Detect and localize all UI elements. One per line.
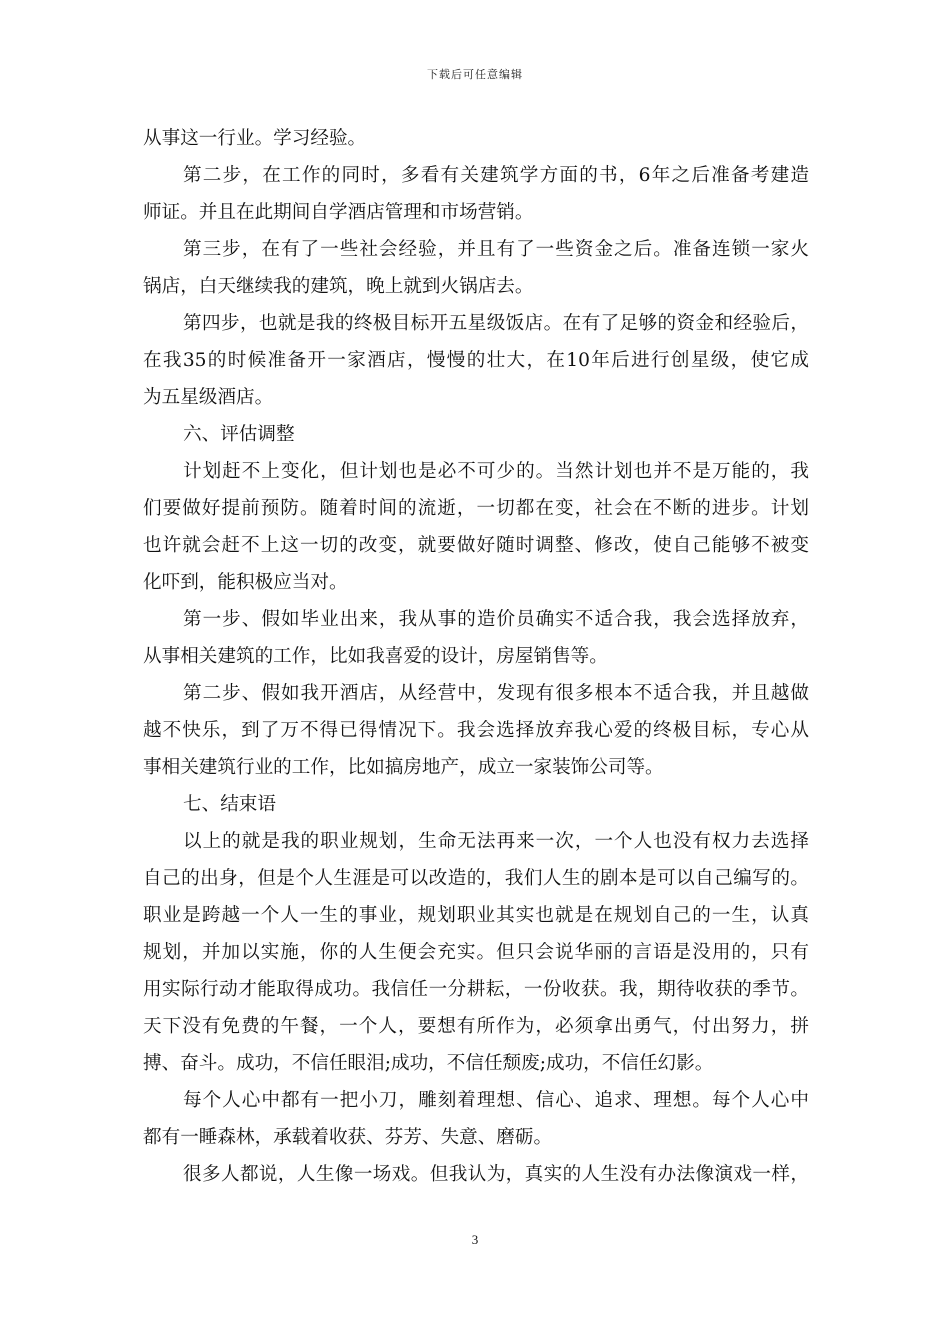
text-line: 从事这一行业。学习经验。: [143, 128, 367, 149]
text-line: 计划赶不上变化，但计划也是必不可少的。当然计划也并不是万能的，我: [183, 461, 809, 482]
text-line: 事相关建筑行业的工作，比如搞房地产，成立一家装饰公司等。: [143, 757, 664, 778]
text-line: 越不快乐，到了万不得已得情况下。我会选择放弃我心爱的终极目标，专心从: [143, 720, 809, 741]
text-line: 第二步，在工作的同时，多看有关建筑学方面的书，6年之后准备考建造: [183, 165, 809, 186]
text-line: 自己的出身，但是个人生涯是可以改造的，我们人生的剧本是可以自己编写的。: [143, 868, 809, 889]
text-line: 天下没有免费的午餐，一个人，要想有所作为，必须拿出勇气，付出努力，拼: [143, 1016, 809, 1037]
document-body: [143, 120, 809, 1193]
text-line: 六、评估调整: [183, 424, 295, 445]
text-line: 每个人心中都有一把小刀，雕刻着理想、信心、追求、理想。每个人心中: [183, 1090, 809, 1111]
text-line: 也许就会赶不上这一切的改变，就要做好随时调整、修改，使自己能够不被变: [143, 535, 809, 556]
text-line: 从事相关建筑的工作，比如我喜爱的设计，房屋销售等。: [143, 646, 608, 667]
text-line: 很多人都说，人生像一场戏。但我认为，真实的人生没有办法像演戏一样，: [183, 1164, 809, 1185]
text-line: 第四步，也就是我的终极目标开五星级饭店。在有了足够的资金和经验后，: [183, 313, 809, 334]
text-line: 规划，并加以实施，你的人生便会充实。但只会说华丽的言语是没用的，只有: [143, 942, 809, 963]
page-number: 3: [471, 1232, 479, 1247]
text-line: 锅店，白天继续我的建筑，晚上就到火锅店去。: [143, 276, 534, 297]
text-line: 都有一睡森林，承载着收获、芬芳、失意、磨砺。: [143, 1127, 553, 1148]
text-line: 用实际行动才能取得成功。我信任一分耕耘，一份收获。我，期待收获的季节。: [143, 979, 809, 1000]
text-line: 们要做好提前预防。随着时间的流逝，一切都在变，社会在不断的进步。计划: [143, 498, 809, 519]
text-line: 七、结束语: [183, 794, 276, 815]
text-line: 在我35的时候准备开一家酒店，慢慢的壮大，在10年后进行创星级，使它成: [143, 350, 809, 371]
text-line: 职业是跨越一个人一生的事业，规划职业其实也就是在规划自己的一生，认真: [143, 905, 809, 926]
text-line: 第三步，在有了一些社会经验，并且有了一些资金之后。准备连锁一家火: [183, 239, 809, 260]
text-line: 为五星级酒店。: [143, 387, 274, 408]
text-line: 化吓到，能积极应当对。: [143, 572, 348, 593]
text-line: 师证。并且在此期间自学酒店管理和市场营销。: [143, 202, 534, 223]
page-header: 下载后可任意编辑: [427, 68, 523, 81]
text-line: 搏、奋斗。成功，不信任眼泪;成功，不信任颓废;成功，不信任幻影。: [143, 1053, 714, 1074]
text-line: 第二步、假如我开酒店，从经营中，发现有很多根本不适合我，并且越做: [183, 683, 809, 704]
text-line: 以上的就是我的职业规划，生命无法再来一次，一个人也没有权力去选择: [183, 831, 809, 852]
text-line: 第一步、假如毕业出来，我从事的造价员确实不适合我，我会选择放弃，: [183, 609, 809, 630]
